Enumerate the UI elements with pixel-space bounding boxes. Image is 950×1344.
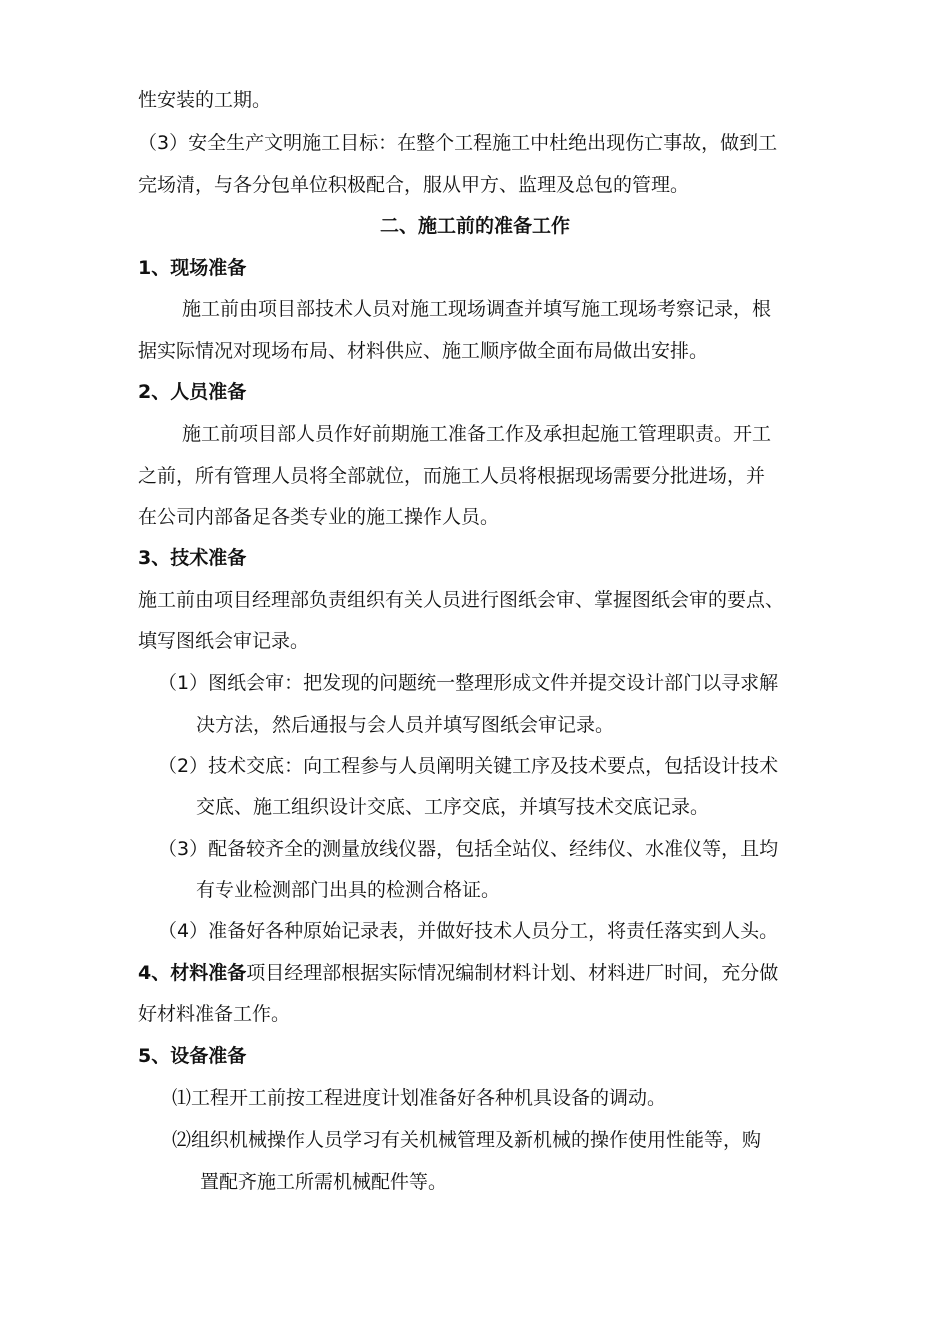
technical-item-2-line1: （2）技术交底：向工程参与人员阐明关键工序及技术要点，包括设计技术 (158, 755, 779, 777)
section-title: 二、施工前的准备工作 (379, 215, 570, 237)
technical-item-4-line1: （4）准备好各种原始记录表，并做好技术人员分工，将责任落实到人头。 (158, 920, 779, 942)
personnel-heading: 2、人员准备 (138, 381, 247, 403)
goal-3-line2: 完场清，与各分包单位积极配合，服从甲方、监理及总包的管理。 (138, 174, 690, 196)
technical-line1: 施工前由项目经理部负责组织有关人员进行图纸会审、掌握图纸会审的要点、 (138, 589, 785, 611)
equipment-item-1-line1: ⑴工程开工前按工程进度计划准备好各种机具设备的调动。 (172, 1087, 667, 1109)
equipment-item-2-line1: ⑵组织机械操作人员学习有关机械管理及新机械的操作使用性能等，购 (172, 1129, 762, 1151)
technical-item-3-line2: 有专业检测部门出具的检测合格证。 (196, 879, 501, 901)
personnel-line3: 在公司内部备足各类专业的施工操作人员。 (138, 506, 500, 528)
equipment-item-2-line2: 置配齐施工所需机械配件等。 (200, 1171, 448, 1193)
site-heading: 1、现场准备 (138, 257, 247, 279)
materials-heading: 4、材料准备 (138, 962, 247, 984)
technical-item-3-line1: （3）配备较齐全的测量放线仪器，包括全站仪、经纬仪、水准仪等，且均 (158, 838, 779, 860)
materials-line1 (138, 960, 778, 986)
personnel-line2: 之前，所有管理人员将全部就位，而施工人员将根据现场需要分批进场，并 (138, 465, 766, 487)
site-line2: 据实际情况对现场布局、材料供应、施工顺序做全面布局做出安排。 (138, 340, 709, 362)
technical-item-1-line1: （1）图纸会审：把发现的问题统一整理形成文件并提交设计部门以寻求解 (158, 672, 779, 694)
technical-item-2-line2: 交底、施工组织设计交底、工序交底，并填写技术交底记录。 (196, 796, 710, 818)
site-line1: 施工前由项目部技术人员对施工现场调查并填写施工现场考察记录，根 (182, 298, 772, 320)
personnel-line1: 施工前项目部人员作好前期施工准备工作及承担起施工管理职责。开工 (182, 423, 772, 445)
goal-3-line1: （3）安全生产文明施工目标：在整个工程施工中杜绝出现伤亡事故，做到工 (138, 132, 778, 154)
technical-line2: 填写图纸会审记录。 (138, 630, 310, 652)
technical-heading: 3、技术准备 (138, 547, 247, 569)
intro-line: 性安装的工期。 (138, 89, 272, 111)
equipment-heading: 5、设备准备 (138, 1045, 247, 1067)
materials-line1-text: 项目经理部根据实际情况编制材料计划、材料进厂时间，充分做 (246, 962, 779, 984)
technical-item-1-line2: 决方法，然后通报与会人员并填写图纸会审记录。 (196, 714, 615, 736)
materials-line2: 好材料准备工作。 (138, 1003, 291, 1025)
